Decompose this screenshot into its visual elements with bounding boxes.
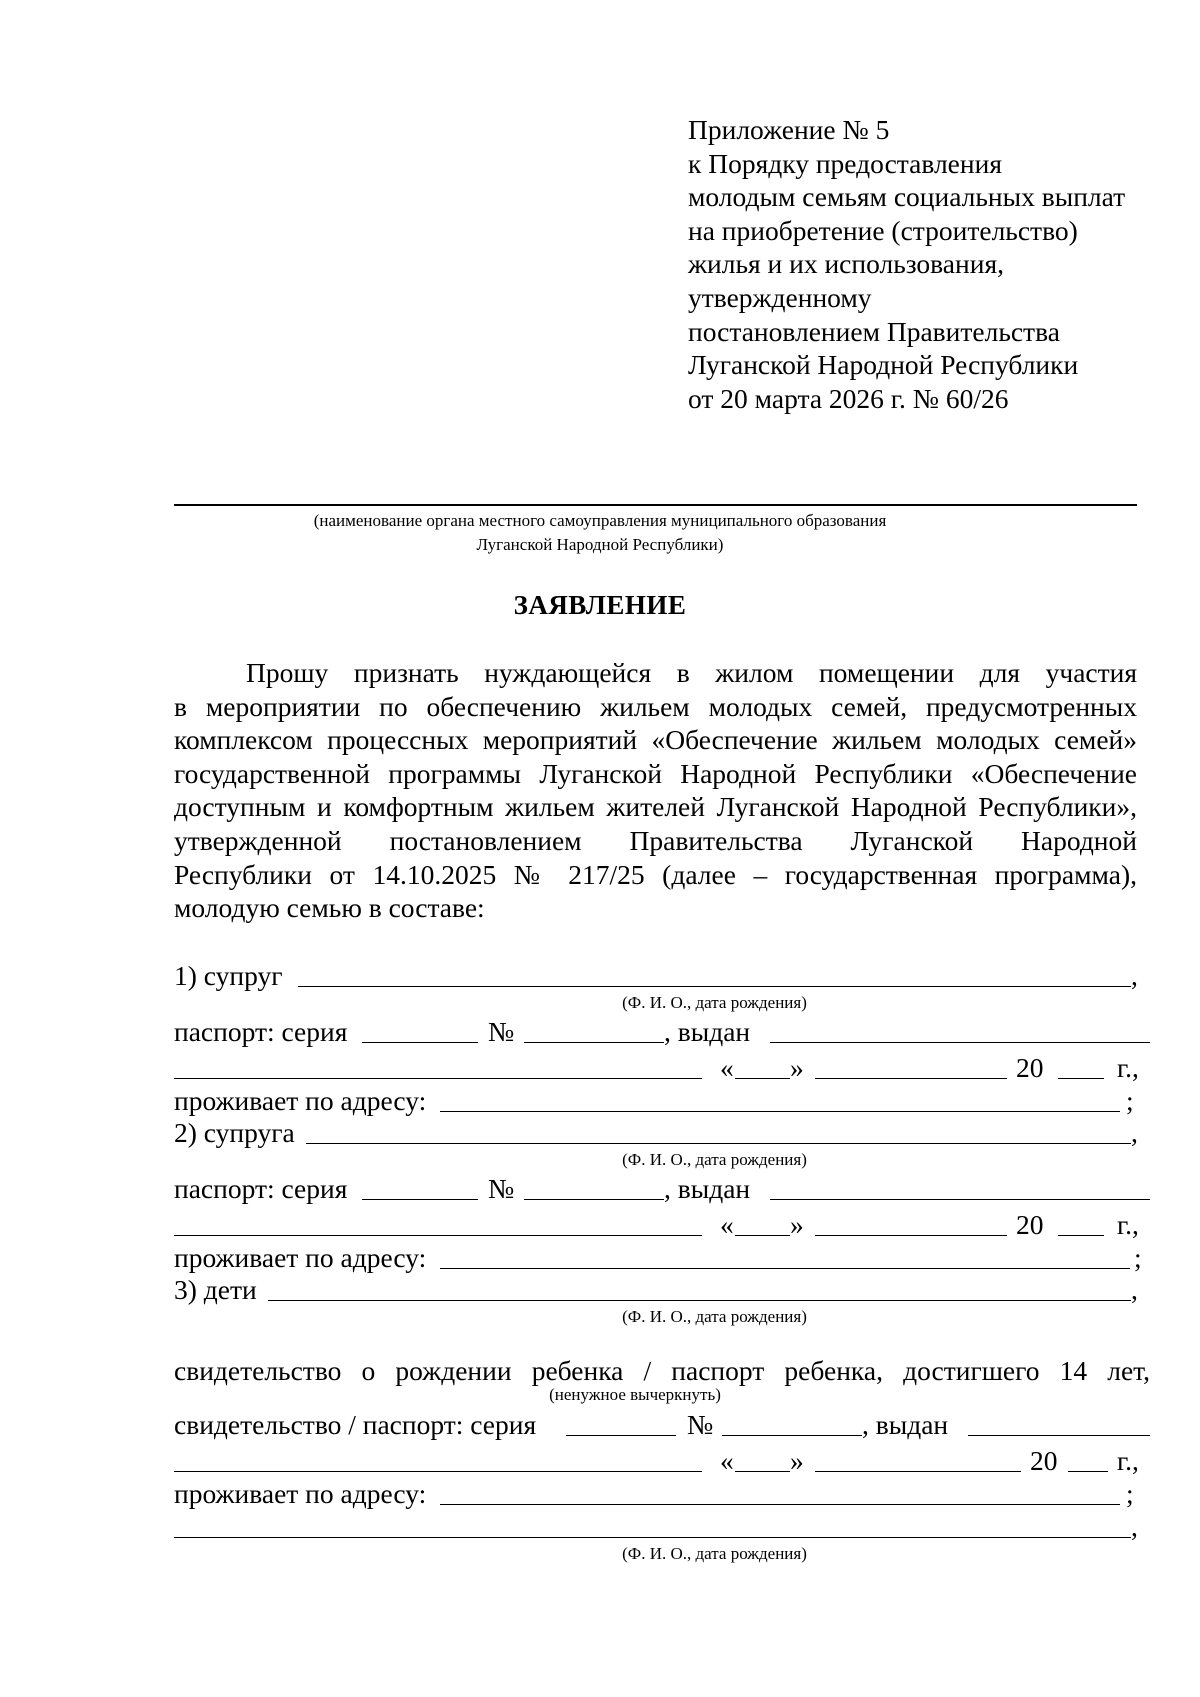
comma: , (1131, 1511, 1138, 1542)
comma: , (1131, 1274, 1138, 1305)
semicolon: ; (1134, 1242, 1142, 1273)
child-doc-issue-month-field[interactable] (815, 1471, 1021, 1472)
spouse1-passport-number-field[interactable] (524, 1042, 664, 1043)
appendix-line: постановлением Правительства (688, 315, 1060, 347)
spouse2-address-field[interactable] (440, 1268, 1130, 1269)
year-prefix: 20 (1016, 1052, 1044, 1083)
cert-passport-label: свидетельство / паспорт: серия (174, 1409, 537, 1440)
cross-out-caption: (ненужное вычеркнуть) (549, 1385, 721, 1404)
spouse1-issue-month-field[interactable] (815, 1078, 1007, 1079)
request-line: доступным и комфортным жильем жителей Луганской Народной Республики», (174, 791, 1137, 823)
request-line: Республики от 14.10.2025 № 217/25 (далее – государственная программа), (174, 858, 1137, 890)
appendix-line: на приобретение (строительство) (688, 214, 1078, 246)
spouse2-passport-series-field[interactable] (362, 1199, 478, 1200)
year-suffix: г., (1117, 1445, 1139, 1476)
passport-label: паспорт: серия (174, 1016, 348, 1047)
organ-caption-line1: (наименование органа местного самоуправления муниципального образования (313, 511, 887, 530)
address-label: проживает по адресу: (174, 1085, 427, 1116)
spouse1-passport-series-field[interactable] (362, 1042, 478, 1043)
child-doc-issued-by-field[interactable] (968, 1435, 1150, 1436)
address-label: проживает по адресу: (174, 1478, 427, 1509)
quote-close: » (790, 1209, 804, 1240)
spouse2-passport-number-field[interactable] (524, 1199, 664, 1200)
address-label: проживает по адресу: (174, 1242, 427, 1273)
child-doc-issue-day-field[interactable] (735, 1471, 790, 1472)
spouse1-label: 1) супруг (174, 960, 283, 991)
child-address-field[interactable] (440, 1504, 1120, 1505)
fio-caption: (Ф. И. О., дата рождения) (622, 1544, 807, 1563)
birth-cert-line: свидетельство о рождении ребенка / паспорт ребенка, достигшего 14 лет, (174, 1355, 1150, 1386)
number-sign: № (687, 1409, 714, 1440)
spouse1-issued-by-field-cont[interactable] (174, 1078, 702, 1079)
issued-label: , выдан (664, 1016, 751, 1047)
number-sign: № (488, 1173, 515, 1204)
request-line: молодую семью в составе: (174, 892, 485, 924)
organ-name-field[interactable] (174, 504, 1137, 506)
spouse1-issue-day-field[interactable] (735, 1078, 790, 1079)
children-label: 3) дети (174, 1274, 257, 1305)
children-fio-field[interactable] (268, 1300, 1131, 1301)
child-doc-number-field[interactable] (722, 1435, 862, 1436)
appendix-line: жилья и их использования, (688, 248, 1004, 280)
request-line: в мероприятии по обеспечению жильем молодых семей, предусмотренных (174, 690, 1137, 722)
quote-open: « (720, 1209, 734, 1240)
fio-caption: (Ф. И. О., дата рождения) (622, 993, 807, 1012)
spouse2-issue-day-field[interactable] (735, 1235, 790, 1236)
appendix-line: от 20 марта 2026 г. № 60/26 (688, 382, 1009, 414)
semicolon: ; (1126, 1478, 1134, 1509)
quote-open: « (720, 1445, 734, 1476)
request-line: утвержденной постановлением Правительства Луганской Народной (174, 824, 1137, 856)
comma: , (1131, 960, 1138, 991)
appendix-line: к Порядку предоставления (688, 147, 1002, 179)
appendix-line: молодым семьям социальных выплат (688, 181, 1126, 213)
appendix-block (688, 113, 1158, 415)
quote-close: » (790, 1445, 804, 1476)
spouse1-address-field[interactable] (440, 1111, 1120, 1112)
appendix-line: Луганской Народной Республики (688, 349, 1079, 381)
request-line: государственной программы Луганской Народной Республики «Обеспечение (174, 757, 1137, 789)
request-line: Прошу признать нуждающейся в жилом помещении для участия (246, 657, 1137, 688)
year-prefix: 20 (1030, 1445, 1058, 1476)
spouse2-issued-by-field-cont[interactable] (174, 1235, 702, 1236)
organ-caption-line2: Луганской Народной Республики) (476, 535, 724, 554)
issued-label: , выдан (664, 1173, 751, 1204)
appendix-line: утвержденному (688, 281, 872, 313)
fio-caption: (Ф. И. О., дата рождения) (622, 1307, 807, 1326)
passport-label: паспорт: серия (174, 1173, 348, 1204)
fio-caption: (Ф. И. О., дата рождения) (622, 1150, 807, 1169)
quote-close: » (790, 1052, 804, 1083)
spouse2-issued-by-field[interactable] (770, 1199, 1150, 1200)
spouse2-issue-month-field[interactable] (815, 1235, 1007, 1236)
quote-open: « (720, 1052, 734, 1083)
request-paragraph (174, 656, 1137, 925)
comma: , (1131, 1117, 1138, 1148)
child-doc-series-field[interactable] (566, 1435, 676, 1436)
appendix-line: Приложение № 5 (688, 114, 890, 145)
child2-fio-field[interactable] (174, 1537, 1131, 1538)
year-prefix: 20 (1016, 1209, 1044, 1240)
spouse1-fio-field[interactable] (298, 986, 1131, 987)
document-title: ЗАЯВЛЕНИЕ (513, 590, 687, 620)
spouse2-fio-field[interactable] (306, 1143, 1131, 1144)
spouse1-issue-year-field[interactable] (1058, 1078, 1104, 1079)
year-suffix: г., (1117, 1209, 1139, 1240)
spouse1-issued-by-field[interactable] (770, 1042, 1150, 1043)
request-line: комплексом процессных мероприятий «Обеспечение жильем молодых семей» (174, 724, 1137, 756)
issued-label: , выдан (862, 1409, 949, 1440)
spouse2-label: 2) супруга (174, 1117, 295, 1148)
spouse2-issue-year-field[interactable] (1058, 1235, 1104, 1236)
year-suffix: г., (1117, 1052, 1139, 1083)
semicolon: ; (1126, 1085, 1134, 1116)
number-sign: № (488, 1016, 515, 1047)
child-doc-issued-by-field-cont[interactable] (174, 1471, 702, 1472)
child-doc-issue-year-field[interactable] (1068, 1471, 1108, 1472)
